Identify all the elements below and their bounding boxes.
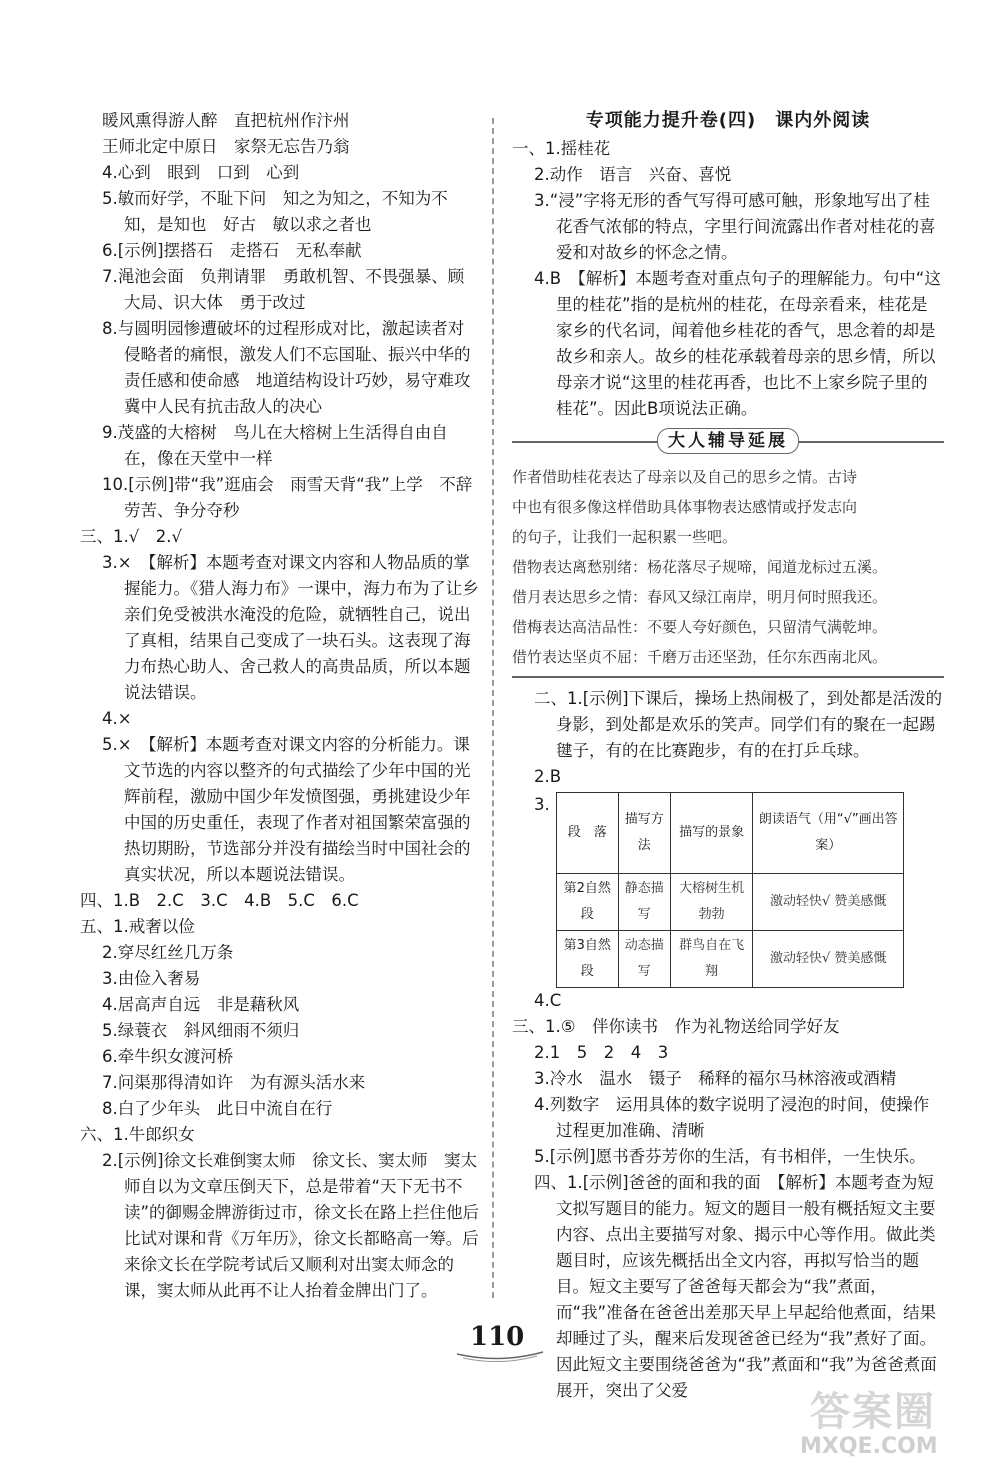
parent-guidance-banner [512, 428, 944, 456]
answer-item: 7.问渠那得清如许 为有源头活水来 [102, 1073, 366, 1092]
watermark-site: MXQE.COM [800, 1434, 938, 1459]
note-line: 借物表达离愁别绪：杨花落尽子规啼，闻道龙标过五溪。 [512, 558, 888, 576]
answer-item: 4.居高声自远 非是藉秋风 [102, 995, 300, 1014]
table-cell: 大榕树生机勃勃 [670, 874, 753, 931]
watermark [800, 1380, 975, 1460]
answer-item: 5.[示例]愿书香芬芳你的生活，有书相伴，一生快乐。 [534, 1147, 926, 1166]
parent-guidance-text [512, 462, 944, 672]
table-cell: 第3自然段 [557, 931, 619, 988]
table-header: 描写的景象 [670, 793, 753, 874]
left-column [80, 108, 487, 1304]
note-line: 的句子，让我们一起积累一些吧。 [512, 528, 738, 546]
answer-item: 2.B [534, 767, 562, 786]
table-cell: 动态描写 [618, 931, 670, 988]
banner-bottom-line [512, 676, 944, 678]
answer-item: 5.敏而好学，不耻下问 知之为知之，不知为不知，是知也 好古 敏以求之者也 [102, 189, 448, 234]
poem-line: 暖风熏得游人醉 直把杭州作汴州 [102, 111, 350, 130]
table-number: 3. [534, 795, 550, 814]
answer-item: 9.茂盛的大榕树 鸟儿在大榕树上生活得自由自在，像在天堂中一样 [102, 423, 448, 468]
section-6-head: 六、1.牛郎织女 [80, 1125, 195, 1144]
answer-item: 3.× 【解析】本题考查对课文内容和人物品质的掌握能力。《猎人海力布》一课中，海力布为了让乡亲们免受被洪水淹没的危险，就牺牲自己，说出了真相，结果自己变成了一块石头。这表现了海力布热心助人、舍己救人的高贵品质，所以本题说法错误。 [102, 553, 479, 702]
table-header: 朗读语气（用“√”画出答案） [753, 793, 904, 874]
answer-item: 5.绿蓑衣 斜风细雨不须归 [102, 1021, 300, 1040]
answer-item: 5.× 【解析】本题考查对课文内容的分析能力。课文节选的内容以整齐的句式描绘了少年中国的光辉前程，激励中国少年发愤图强，勇挑建设少年中国的历史重任，表现了作者对祖国繁荣富强的热切期盼，节选部分并没有描绘当时中国社会的真实状况，所以本题说法错误。 [102, 735, 471, 884]
poem-line: 王师北定中原日 家祭无忘告乃翁 [102, 137, 350, 156]
answer-item: 4.列数字 运用具体的数字说明了浸泡的时间，使操作过程更加准确、清晰 [534, 1095, 930, 1140]
answer-item: 2.1 5 2 4 3 [534, 1043, 669, 1062]
answer-item: 2.动作 语言 兴奋、喜悦 [534, 165, 732, 184]
answer-item: 8.与圆明园惨遭破坏的过程形成对比，激起读者对侵略者的痛恨，激发人们不忘国耻、振兴中华的责任感和使命感 地道结构设计巧妙，易守难攻 冀中人民有抗击敌人的决心 [102, 319, 487, 416]
table-cell: 第2自然段 [557, 874, 619, 931]
table-header: 段 落 [557, 793, 619, 874]
table-header: 描写方法 [618, 793, 670, 874]
section-3-head: 三、1.⑤ 伴你读书 作为礼物送给同学好友 [512, 1017, 840, 1036]
answer-item: 3.“浸”字将无形的香气写得可感可触，形象地写出了桂花香气浓郁的特点，字里行间流露出作者对桂花的喜爱和对故乡的怀念之情。 [534, 191, 936, 262]
page-number: 110 [470, 1322, 525, 1352]
answer-item: 8.白了少年头 此日中流自在行 [102, 1099, 333, 1118]
section-3-head: 三、1.√ 2.√ [80, 527, 183, 546]
note-line: 借月表达思乡之情：春风又绿江南岸，明月何时照我还。 [512, 588, 888, 606]
page-swoosh-icon [455, 1348, 545, 1362]
right-column [512, 108, 944, 1404]
answer-item: 6.牵牛织女渡河桥 [102, 1047, 234, 1066]
table-cell: 群鸟自在飞翔 [670, 931, 753, 988]
answer-item: 7.渑池会面 负荆请罪 勇敢机智、不畏强暴、顾大局、识大体 勇于改过 [102, 267, 465, 312]
answer-item: 3.冷水 温水 镊子 稀释的福尔马林溶液或酒精 [534, 1069, 897, 1088]
note-line: 借竹表达坚贞不屈：千磨万击还坚劲，任尔东西南北风。 [512, 648, 888, 666]
answer-item: 10.[示例]带“我”逛庙会 雨雪天背“我”上学 不辞劳苦、争分夺秒 [102, 475, 473, 520]
answer-item: 2.[示例]徐文长难倒窦太师 徐文长、窦太师 窦太师自以为文章压倒天下，总是带着“天下无书不读”的御赐金牌游街过市，徐文长在路上拦住他后比试对课和背《万年历》，徐文长都略高一筹。后来徐文长在学院考试后又顺利对出窦太师念的课，窦太师从此再不让人抬着金牌出门了。 [102, 1151, 480, 1300]
answer-item: 二、1.[示例]下课后，操场上热闹极了，到处都是活泼的身影，到处都是欢乐的笑声。同学们有的聚在一起踢毽子，有的在比赛跑步，有的在打乒乓球。 [534, 689, 943, 760]
section-4-answers: 四、1.B 2.C 3.C 4.B 5.C 6.C [80, 891, 359, 910]
answer-item: 6.[示例]摆搭石 走搭石 无私奉献 [102, 241, 362, 260]
answer-table-wrap [512, 792, 944, 988]
answer-item: 2.穿尽红丝几万条 [102, 943, 234, 962]
note-line: 借梅表达高洁品性：不要人夸好颜色，只留清气满乾坤。 [512, 618, 888, 636]
answer-item: 4.心到 眼到 口到 心到 [102, 163, 300, 182]
column-divider [492, 118, 494, 1298]
table-cell: 激动轻快√ 赞美感慨 [753, 874, 904, 931]
answer-item: 4.C [534, 991, 562, 1010]
answer-item: 四、1.[示例]爸爸的面和我的面 【解析】本题考查为短文拟写题目的能力。短文的题目一般有概括短文主要内容、点出主要描写对象、揭示中心等作用。做此类题目时，应该先概括出全文内容，再拟写恰当的题目。短文主要写了爸爸每天都会为“我”煮面，而“我”准备在爸爸出差那天早上早起给他煮面，结果却睡过了头，醒来后发现爸爸已经为“我”煮好了面。因此短文主要围绕爸爸为“我”煮面和“我”为爸爸煮面展开，突出了父爱 [534, 1173, 937, 1400]
answer-item: 4.B 【解析】本题考查对重点句子的理解能力。句中“这里的桂花”指的是杭州的桂花，在母亲看来，桂花是家乡的代名词，闻着他乡桂花的香气，思念着的却是故乡和亲人。故乡的桂花承载着母亲的思乡情，所以母亲才说“这里的桂花再香，也比不上家乡院子里的桂花”。因此B项说法正确。 [534, 269, 941, 418]
section-5-head: 五、1.戒奢以俭 [80, 917, 195, 936]
table-cell: 静态描写 [618, 874, 670, 931]
note-line: 作者借助桂花表达了母亲以及自己的思乡之情。古诗 [512, 468, 858, 486]
table-cell: 激动轻快√ 赞美感慨 [753, 931, 904, 988]
answer-item: 一、1.摇桂花 [512, 139, 611, 158]
answer-table [556, 792, 904, 988]
banner-label: 大人辅导延展 [657, 428, 799, 454]
note-line: 中也有很多像这样借助具体事物表达感情或抒发志向 [512, 498, 858, 516]
answer-item: 4.× [102, 709, 132, 728]
answer-item: 3.由俭入奢易 [102, 969, 201, 988]
section-title: 专项能力提升卷(四) 课内外阅读 [585, 110, 871, 131]
watermark-logo: 答案圈 [810, 1389, 936, 1435]
